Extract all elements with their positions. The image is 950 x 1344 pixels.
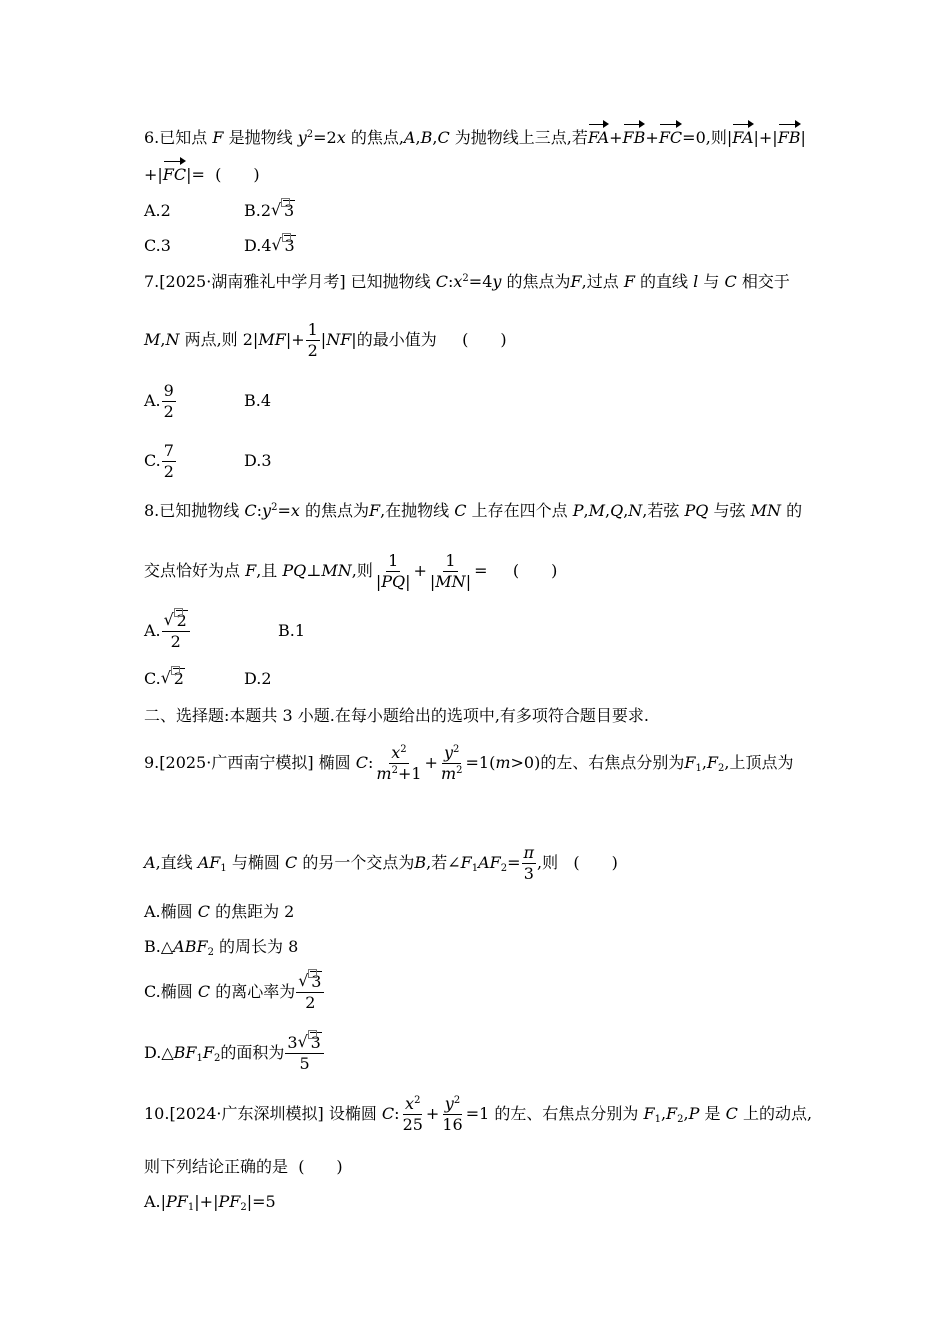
q8-option-b: B.1 <box>278 621 306 640</box>
q8-option-d: D.2 <box>244 669 272 688</box>
q7-option-a: A. $\frac{9}{2}$ <box>144 381 174 421</box>
q8-option-a: A. √ $\frac{2}{2}$ <box>144 611 191 652</box>
q6-stem-line2: +|FC|= ( ) <box>144 165 260 184</box>
q6-stem-line1: 6.已知点 F 是抛物线 $y^2=2x$ 的焦点,A,B,C 为抛物线上三点,若FA+FB+FC=0,则|FA|+|FB| <box>144 128 806 147</box>
q9-option-d: $D.\triangle BF_1F_2$的面积为 $\frac{3√ 3}{5}$ <box>144 1033 325 1074</box>
q8-stem-line1: 8.已知抛物线 $C:y^2=x$ 的焦点为F,在抛物线 C 上存在四个点 P,M,Q,N,若弦 PQ 与弦 MN 的 <box>144 501 803 520</box>
q8-stem-line2: 交点恰好为点 F,且 PQ⊥MN,则 $\frac{1}{|PQ|}$ + $\frac{1}{|MN|}$ = ( ) <box>144 551 558 591</box>
q7-option-d: D.3 <box>244 451 272 470</box>
fraction-one-half: $\frac{1}{2}$ <box>307 320 318 360</box>
q6-option-a: A.2 <box>144 201 171 220</box>
q7-option-b: B.4 <box>244 391 272 410</box>
q7-stem-line2: M,N 两点,则 2|MF|+ $\frac{1}{2}$ |NF|的最小值为 ( ) <box>144 320 507 360</box>
q9-option-a: A.椭圆 C 的焦距为 2 <box>144 902 295 921</box>
q10-stem-line1: 10.[2024·广东深圳模拟] 设椭圆 C: $\frac{x^2}{25}$ + $\frac{y^2}{16}$ =1 的左、右焦点分别为 $F_1,F_2,P$ 是 C 上的动点, <box>144 1094 813 1134</box>
q7-option-c: C. $\frac{7}{2}$ <box>144 441 174 481</box>
q10-option-a: $A.|PF_1|+|PF_2|=5$ <box>144 1192 276 1213</box>
q8-option-c: C.√ 2 <box>144 669 185 689</box>
q6-option-c: C.3 <box>144 236 171 255</box>
q9-option-b: $B.\triangle ABF_2$ 的周长为 8 <box>144 937 299 958</box>
q9-option-c: C.椭圆 C 的离心率为 √ $\frac{3}{2}$ <box>144 972 325 1013</box>
q6-option-d: D.4√ 3 <box>244 236 296 256</box>
q10-stem-line2: 则下列结论正确的是 ( ) <box>144 1157 343 1176</box>
radical-sign: √ 3 <box>272 236 296 256</box>
section-heading: 二、选择题:本题共 3 小题.在每小题给出的选项中,有多项符合题目要求. <box>144 706 650 725</box>
q9-stem-line1: 9.[2025·广西南宁模拟] 椭圆 C: $\frac{x^2}{m^2+1}$ + $\frac{y^2}{m^2}$ =1(m>0)的左、右焦点分别为$F_1,F_2$,上顶点为 <box>144 743 794 783</box>
q9-stem-line2: A,直线 $AF_1$ 与椭圆 C 的另一个交点为B,若$\angle F_1AF_2=$ $\frac{\pi}{3}$ ,则 ( ) <box>144 843 618 883</box>
q6-option-b: B.2√ 3 <box>244 201 295 221</box>
q7-stem-line1: 7.[2025·湖南雅礼中学月考] 已知抛物线 $C:x^2=4y$ 的焦点为F,过点 F 的直线 l 与 C 相交于 <box>144 272 790 291</box>
radical-sign: √ 3 <box>271 201 295 221</box>
